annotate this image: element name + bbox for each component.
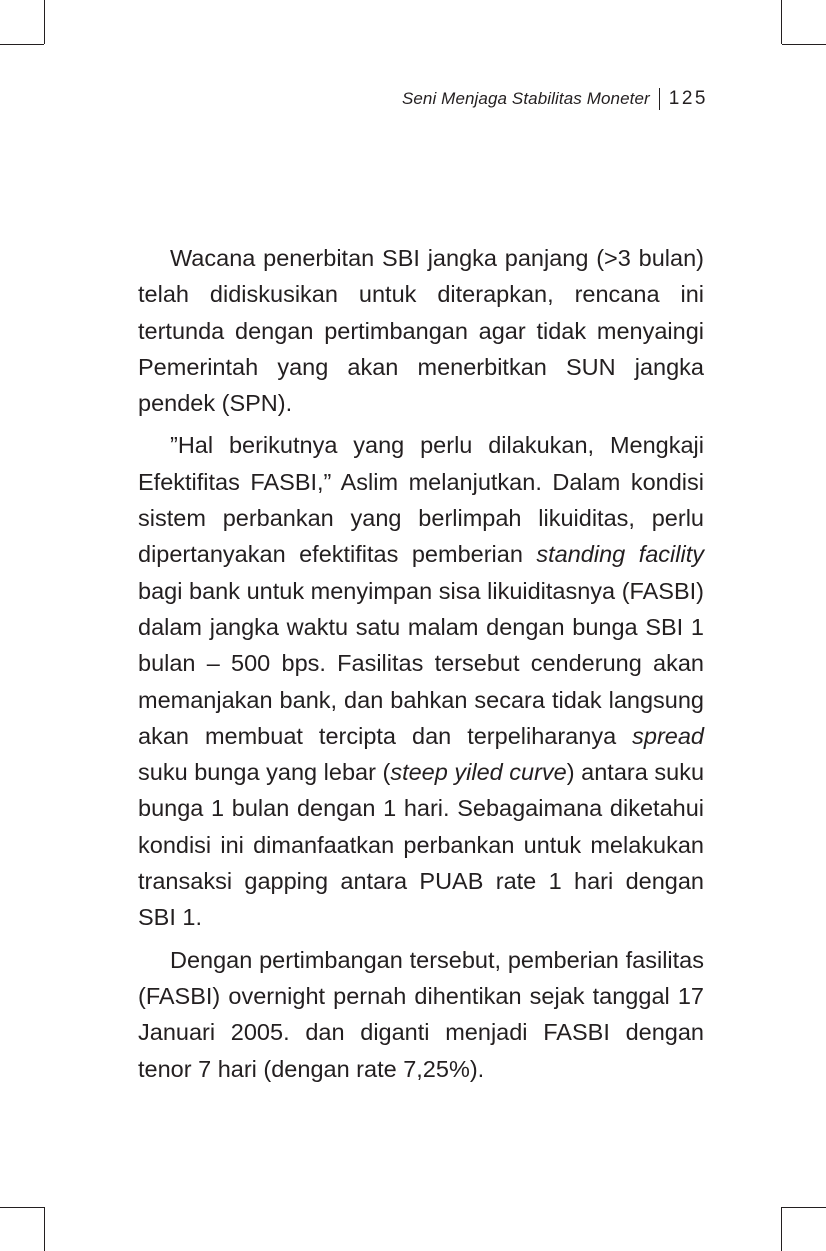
crop-mark-top-right-horizontal	[782, 44, 826, 45]
crop-mark-bottom-left-horizontal	[0, 1207, 44, 1208]
crop-mark-bottom-right-horizontal	[782, 1207, 826, 1208]
p2-text-4: ) antara suku bunga 1 bulan dengan 1 hari. Sebagaimana diketahui kondisi ini dimanfaatkan perbankan untuk melakukan transaksi gapping antara PUAB rate 1 hari dengan SBI 1.	[138, 759, 705, 931]
page-number: 125	[668, 88, 708, 109]
crop-mark-top-left-horizontal	[0, 44, 44, 45]
header-divider	[659, 88, 660, 110]
paragraph-1: Wacana penerbitan SBI jangka panjang (>3 bulan) telah didiskusikan untuk diterapkan, rencana ini tertunda dengan pertimbangan agar tidak menyaingi Pemerintah yang akan menerbitkan SUN jangka pendek (SPN).	[138, 245, 704, 417]
p2-text-2: bagi bank untuk menyimpan sisa likuiditasnya (FASBI) dalam jangka waktu satu malam dengan bunga SBI 1 bulan – 500 bps. Fasilitas tersebut cenderung akan memanjakan bank, dan bahkan secara tidak langsung akan membuat tercipta dan terpeliharanya	[138, 577, 704, 749]
p2-text-3: suku bunga yang lebar (	[138, 759, 391, 786]
p2-italic-spread: spread	[632, 722, 704, 749]
paragraph-3: Dengan pertimbangan tersebut, pemberian fasilitas (FASBI) overnight pernah dihentikan sejak tanggal 17 Januari 2005. dan diganti menjadi FASBI dengan tenor 7 hari (dengan rate 7,25%).	[138, 946, 704, 1082]
crop-mark-bottom-right-vertical	[781, 1207, 782, 1251]
p2-italic-standing-facility: standing facility	[536, 541, 704, 568]
running-title: Seni Menjaga Stabilitas Moneter	[401, 89, 650, 108]
p2-text-1: ”Hal berikutnya yang perlu dilakukan, Mengkaji Efektifitas FASBI,” Aslim melanjutkan. Dalam kondisi sistem perbankan yang berlimpah likuiditas, perlu dipertanyakan efektifitas pemberian	[138, 432, 704, 568]
crop-mark-top-right-vertical	[781, 0, 782, 44]
crop-mark-bottom-left-vertical	[44, 1207, 45, 1251]
running-head	[402, 88, 708, 110]
paragraph-2	[138, 427, 704, 935]
crop-mark-top-left-vertical	[44, 0, 45, 44]
body-text	[138, 240, 704, 1093]
p2-italic-steep-yiled-curve: steep yiled curve	[390, 759, 567, 786]
